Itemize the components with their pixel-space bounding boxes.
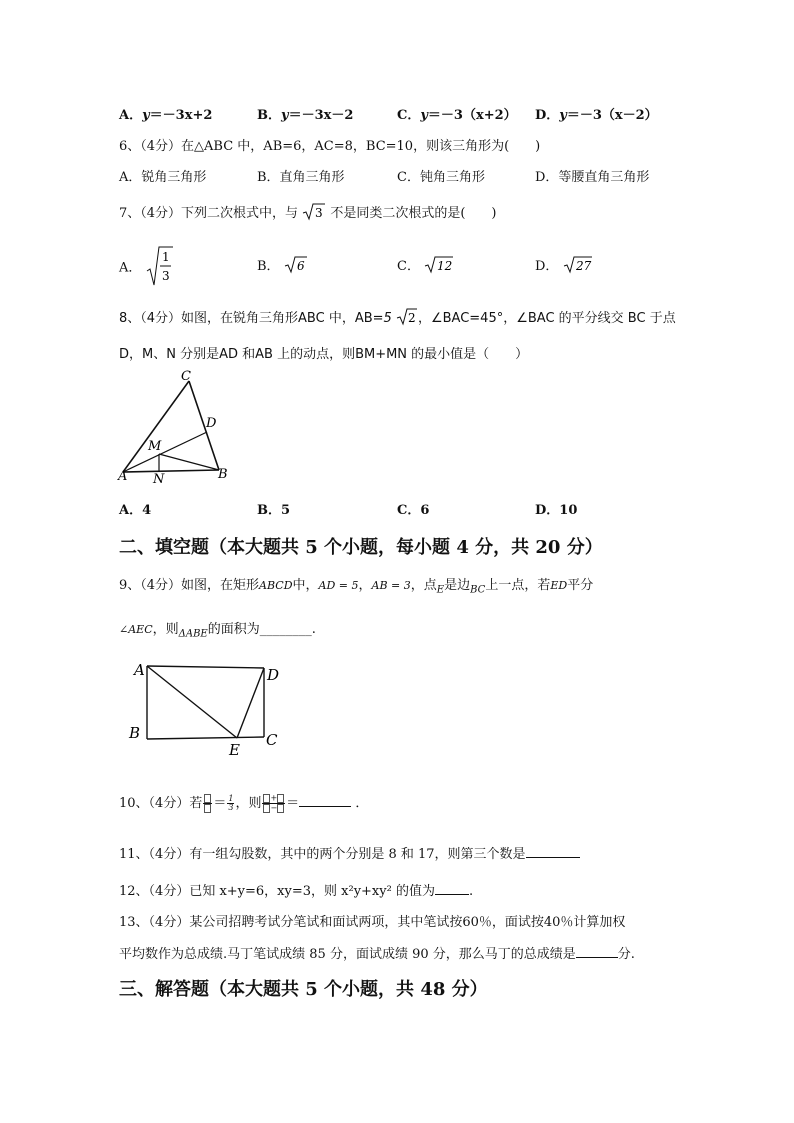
q9-segment-ed (237, 668, 264, 738)
q6-option-a: A．锐角三角形 (119, 170, 207, 185)
q7-option-a: A． 1 3 (119, 245, 174, 287)
q7-stem-radical (302, 203, 326, 221)
q8-side-ab (123, 470, 219, 472)
svg-text:27: 27 (575, 259, 591, 273)
q12: 12、（4分）已知 x+y=6，xy=3，则 x²y+xy² 的值为 . (119, 880, 473, 899)
q7-option-b: B． 6 (257, 255, 308, 274)
q8-label-n: N (153, 472, 165, 486)
q9-line2: ∠AEC，则$_{\Delta ABE}$的面积为________. (119, 622, 316, 640)
q8-line1: 8、（4分）如图，在锐角三角形ABC 中，AB=5 2 ，∠BAC=45°，∠BAC 的平分线交 BC 于点 (119, 307, 676, 326)
q10-fraction-2: $\frac{+}{-}$ (262, 794, 285, 813)
q7-option-a-radical (146, 245, 174, 287)
q8-option-a: A．4 (119, 503, 152, 518)
q8-side-ac (123, 381, 189, 472)
q7-option-d-radical (563, 256, 593, 274)
q8-bisector-ad (123, 432, 207, 472)
q8-label-a: A (118, 469, 128, 484)
svg-text:1: 1 (161, 250, 170, 264)
q9-label-a: A (134, 661, 145, 679)
q6-option-c: C．钝角三角形 (397, 170, 485, 185)
svg-text:6: 6 (296, 259, 305, 273)
svg-text:12: 12 (437, 259, 453, 273)
q10-fraction-one-third: $\frac{1}{3}$ (228, 794, 234, 812)
q9-label-b: B (129, 724, 141, 742)
q8-label-m: M (148, 439, 162, 454)
q11-answer-blank[interactable] (526, 844, 580, 858)
q8-option-d: D．10 (535, 503, 578, 518)
svg-text:3: 3 (315, 206, 323, 220)
q9-label-c: C (266, 731, 278, 749)
section-3-heading: 三、解答题（本大题共 5 个小题，共 48 分） (119, 979, 488, 1000)
q9-side-ad (147, 666, 264, 668)
svg-text:3: 3 (161, 269, 170, 283)
q9-rectangle-figure (125, 655, 290, 760)
q8-triangle-figure (117, 368, 235, 486)
q7-option-c-radical (424, 256, 454, 274)
q6-stem: 6、（4分）在△ABC 中，AB=6，AC=8，BC=10，则该三角形为( ) (119, 139, 541, 154)
q5-option-d: D．y＝－3（x－2） (535, 108, 658, 123)
q10: 10、（4分）若 ＝ $\frac{1}{3}$ ，则 $\frac{+}{-}$ ＝ ． (119, 793, 369, 813)
q7-option-c: C． 12 (397, 255, 454, 274)
svg-text:2: 2 (407, 311, 416, 325)
q6-option-b: B．直角三角形 (257, 170, 345, 185)
q5-option-c: C．y＝－3（x+2） (397, 108, 517, 123)
q8-line2: D，M、N 分别是AD 和AB 上的动点，则BM+MN 的最小值是（ ） (119, 347, 529, 362)
q8-option-b: B．5 (257, 503, 291, 518)
q8-radical (396, 308, 418, 326)
q13-answer-blank[interactable] (576, 944, 618, 958)
q8-segment-bm (159, 454, 219, 470)
section-2-heading: 二、填空题（本大题共 5 个小题，每小题 4 分，共 20 分） (119, 537, 603, 558)
q5-option-a: A．y＝－3x+2 (119, 108, 213, 123)
q9-label-e: E (229, 741, 240, 759)
q6-option-d: D．等腰直角三角形 (535, 170, 650, 185)
q5-option-b: B．y＝－3x－2 (257, 108, 354, 123)
q8-label-d: D (206, 416, 217, 431)
q9-line1: 9、（4分）如图，在矩形ABCD中，AD = 5，AB = 3，点$_E$是边$_{BC}$上一点，若ED平分 (119, 578, 594, 596)
q12-answer-blank[interactable] (435, 881, 469, 895)
q8-label-c: C (181, 369, 191, 384)
q11: 11、（4分）有一组勾股数，其中的两个分别是 8 和 17，则第三个数是 (119, 843, 580, 862)
q10-fraction-1 (203, 794, 212, 813)
q7-stem: 7、（4分）下列二次根式中，与 3 不是同类二次根式的是( ) (119, 202, 496, 221)
q8-label-b: B (218, 467, 228, 482)
q10-answer-blank[interactable] (299, 793, 351, 807)
q7-option-b-radical (284, 256, 308, 274)
q7-option-d: D． 27 (535, 255, 593, 274)
q9-label-d: D (267, 666, 280, 684)
q8-option-c: C．6 (397, 503, 430, 518)
q13-line1: 13、（4分）某公司招聘考试分笔试和面试两项，其中笔试按60％，面试按40％计算加权 (119, 915, 626, 930)
q13-line2: 平均数作为总成绩.马丁笔试成绩 85 分，面试成绩 90 分，那么马丁的总成绩是 分. (119, 943, 635, 962)
q9-side-bc (147, 737, 264, 739)
q9-segment-ae (147, 666, 237, 738)
